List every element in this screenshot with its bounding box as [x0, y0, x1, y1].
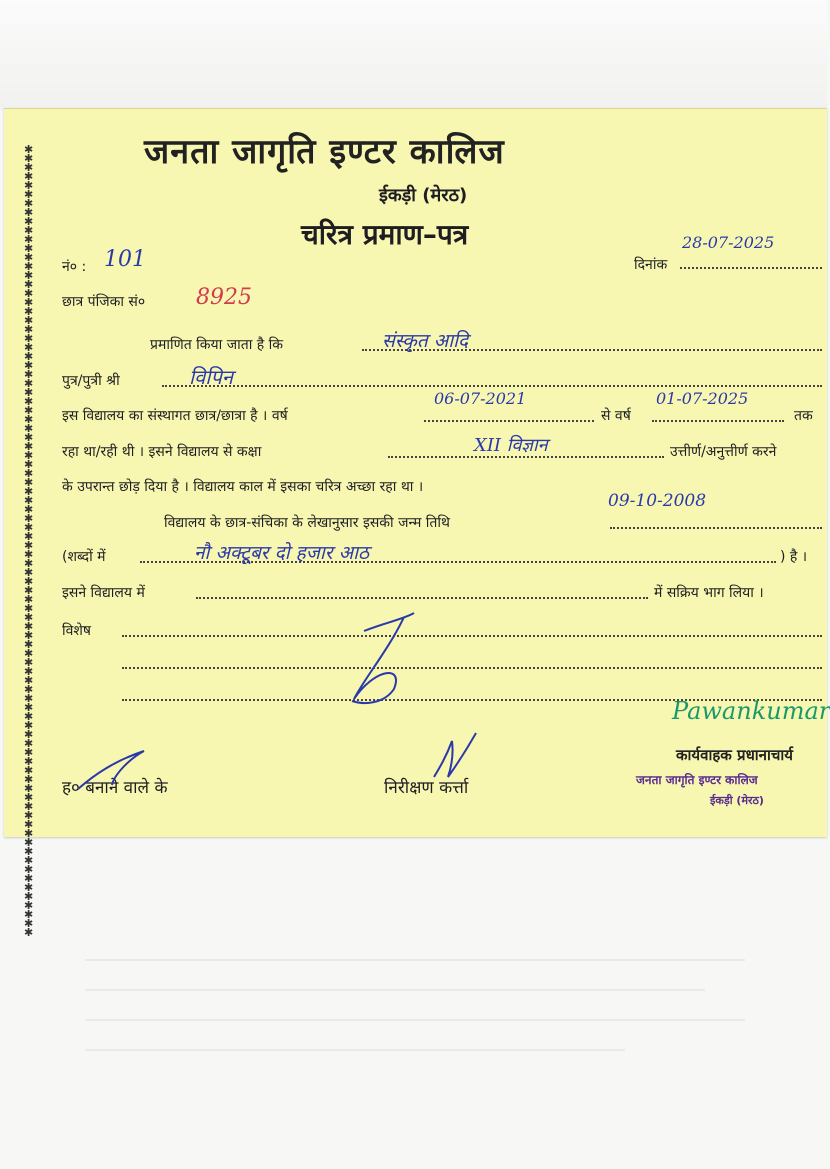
inspector-label: निरीक्षण कर्त्ता [384, 778, 469, 798]
back-page-bleed [85, 950, 765, 1070]
activity-suffix: में सक्रिय भाग लिया । [654, 585, 764, 601]
dob-value: 09-10-2008 [608, 491, 707, 511]
stamp-line-2: ईकड़ी (मेरठ) [710, 794, 764, 807]
year-to-line [652, 420, 784, 422]
school-location: ईकड़ी (मेरठ) [379, 185, 468, 206]
activity-line [196, 597, 648, 599]
scan-background [0, 0, 827, 110]
words-open: (शब्दों में [62, 549, 106, 565]
student-name: संस्कृत आदि [382, 330, 469, 352]
certified-label: प्रमाणित किया जाता है कि [150, 337, 284, 353]
number-value: 101 [104, 247, 146, 272]
class-line-start: रहा था/रही थी । इसने विद्यालय से कक्षा [62, 444, 262, 460]
parent-name: विपिन [189, 365, 233, 389]
class-value: XII विज्ञान [474, 435, 548, 456]
principal-signature: Pawankumar [672, 697, 830, 725]
character-statement: के उपरान्त छोड़ दिया है । विद्यालय काल में इसका चरित्र अच्छा रहा था । [62, 479, 424, 495]
until-text: तक [794, 408, 813, 424]
cross-out-scribble [334, 609, 434, 719]
date-value: 28-07-2025 [682, 233, 775, 252]
institution-text: इस विद्यालय का संस्थागत छात्र/छात्रा है । वर्ष [62, 408, 288, 424]
year-from: 06-07-2021 [434, 389, 527, 408]
special-line-1 [122, 635, 822, 637]
dob-label: विद्यालय के छात्र-संचिका के लेखानुसार इसकी जन्म तिथि [164, 515, 450, 531]
activity-label: इसने विद्यालय में [62, 585, 145, 601]
school-name: जनता जागृति इण्टर कालिज [144, 132, 505, 172]
number-label: नं० : [62, 259, 87, 275]
dob-words: नौ अक्टूबर दो हजार आठ [194, 542, 370, 564]
special-line-2 [122, 667, 822, 669]
principal-label: कार्यवाहक प्रधानाचार्य [676, 746, 794, 764]
dob-line [610, 527, 822, 529]
year-to: 01-07-2025 [656, 389, 749, 408]
certificate-paper [4, 108, 830, 939]
parent-name-line [162, 385, 822, 387]
parent-label: पुत्र/पुत्री श्री [62, 373, 120, 389]
perforation-edge: ✱✱✱✱✱✱✱✱✱✱✱✱✱✱✱✱✱✱✱✱✱✱✱✱✱✱✱✱✱✱✱✱✱✱✱✱✱✱✱✱✱✱✱✱✱✱✱✱✱✱✱✱✱✱✱✱✱✱✱✱✱✱✱✱✱✱✱✱✱✱✱✱✱✱✱✱✱✱✱✱✱✱✱✱✱✱✱✱ [24, 143, 33, 939]
from-to-text: से वर्ष [601, 408, 631, 424]
register-label: छात्र पंजिका सं० [62, 294, 146, 310]
maker-signature-scribble [74, 745, 154, 795]
class-line-end: उत्तीर्ण/अनुत्तीर्ण करने [670, 444, 777, 460]
special-label: विशेष [62, 623, 92, 639]
maker-signature-label: ह० बनाने वाले के [62, 778, 168, 798]
certificate-title: चरित्र प्रमाण–पत्र [301, 218, 469, 251]
year-from-line [424, 420, 594, 422]
words-close: ) है । [780, 549, 808, 565]
register-value: 8925 [196, 285, 252, 310]
date-label: दिनांक [634, 257, 668, 273]
stamp-line-1: जनता जागृति इण्टर कालिज [636, 773, 758, 787]
inspector-signature-scribble [424, 727, 484, 787]
date-line [680, 267, 822, 269]
